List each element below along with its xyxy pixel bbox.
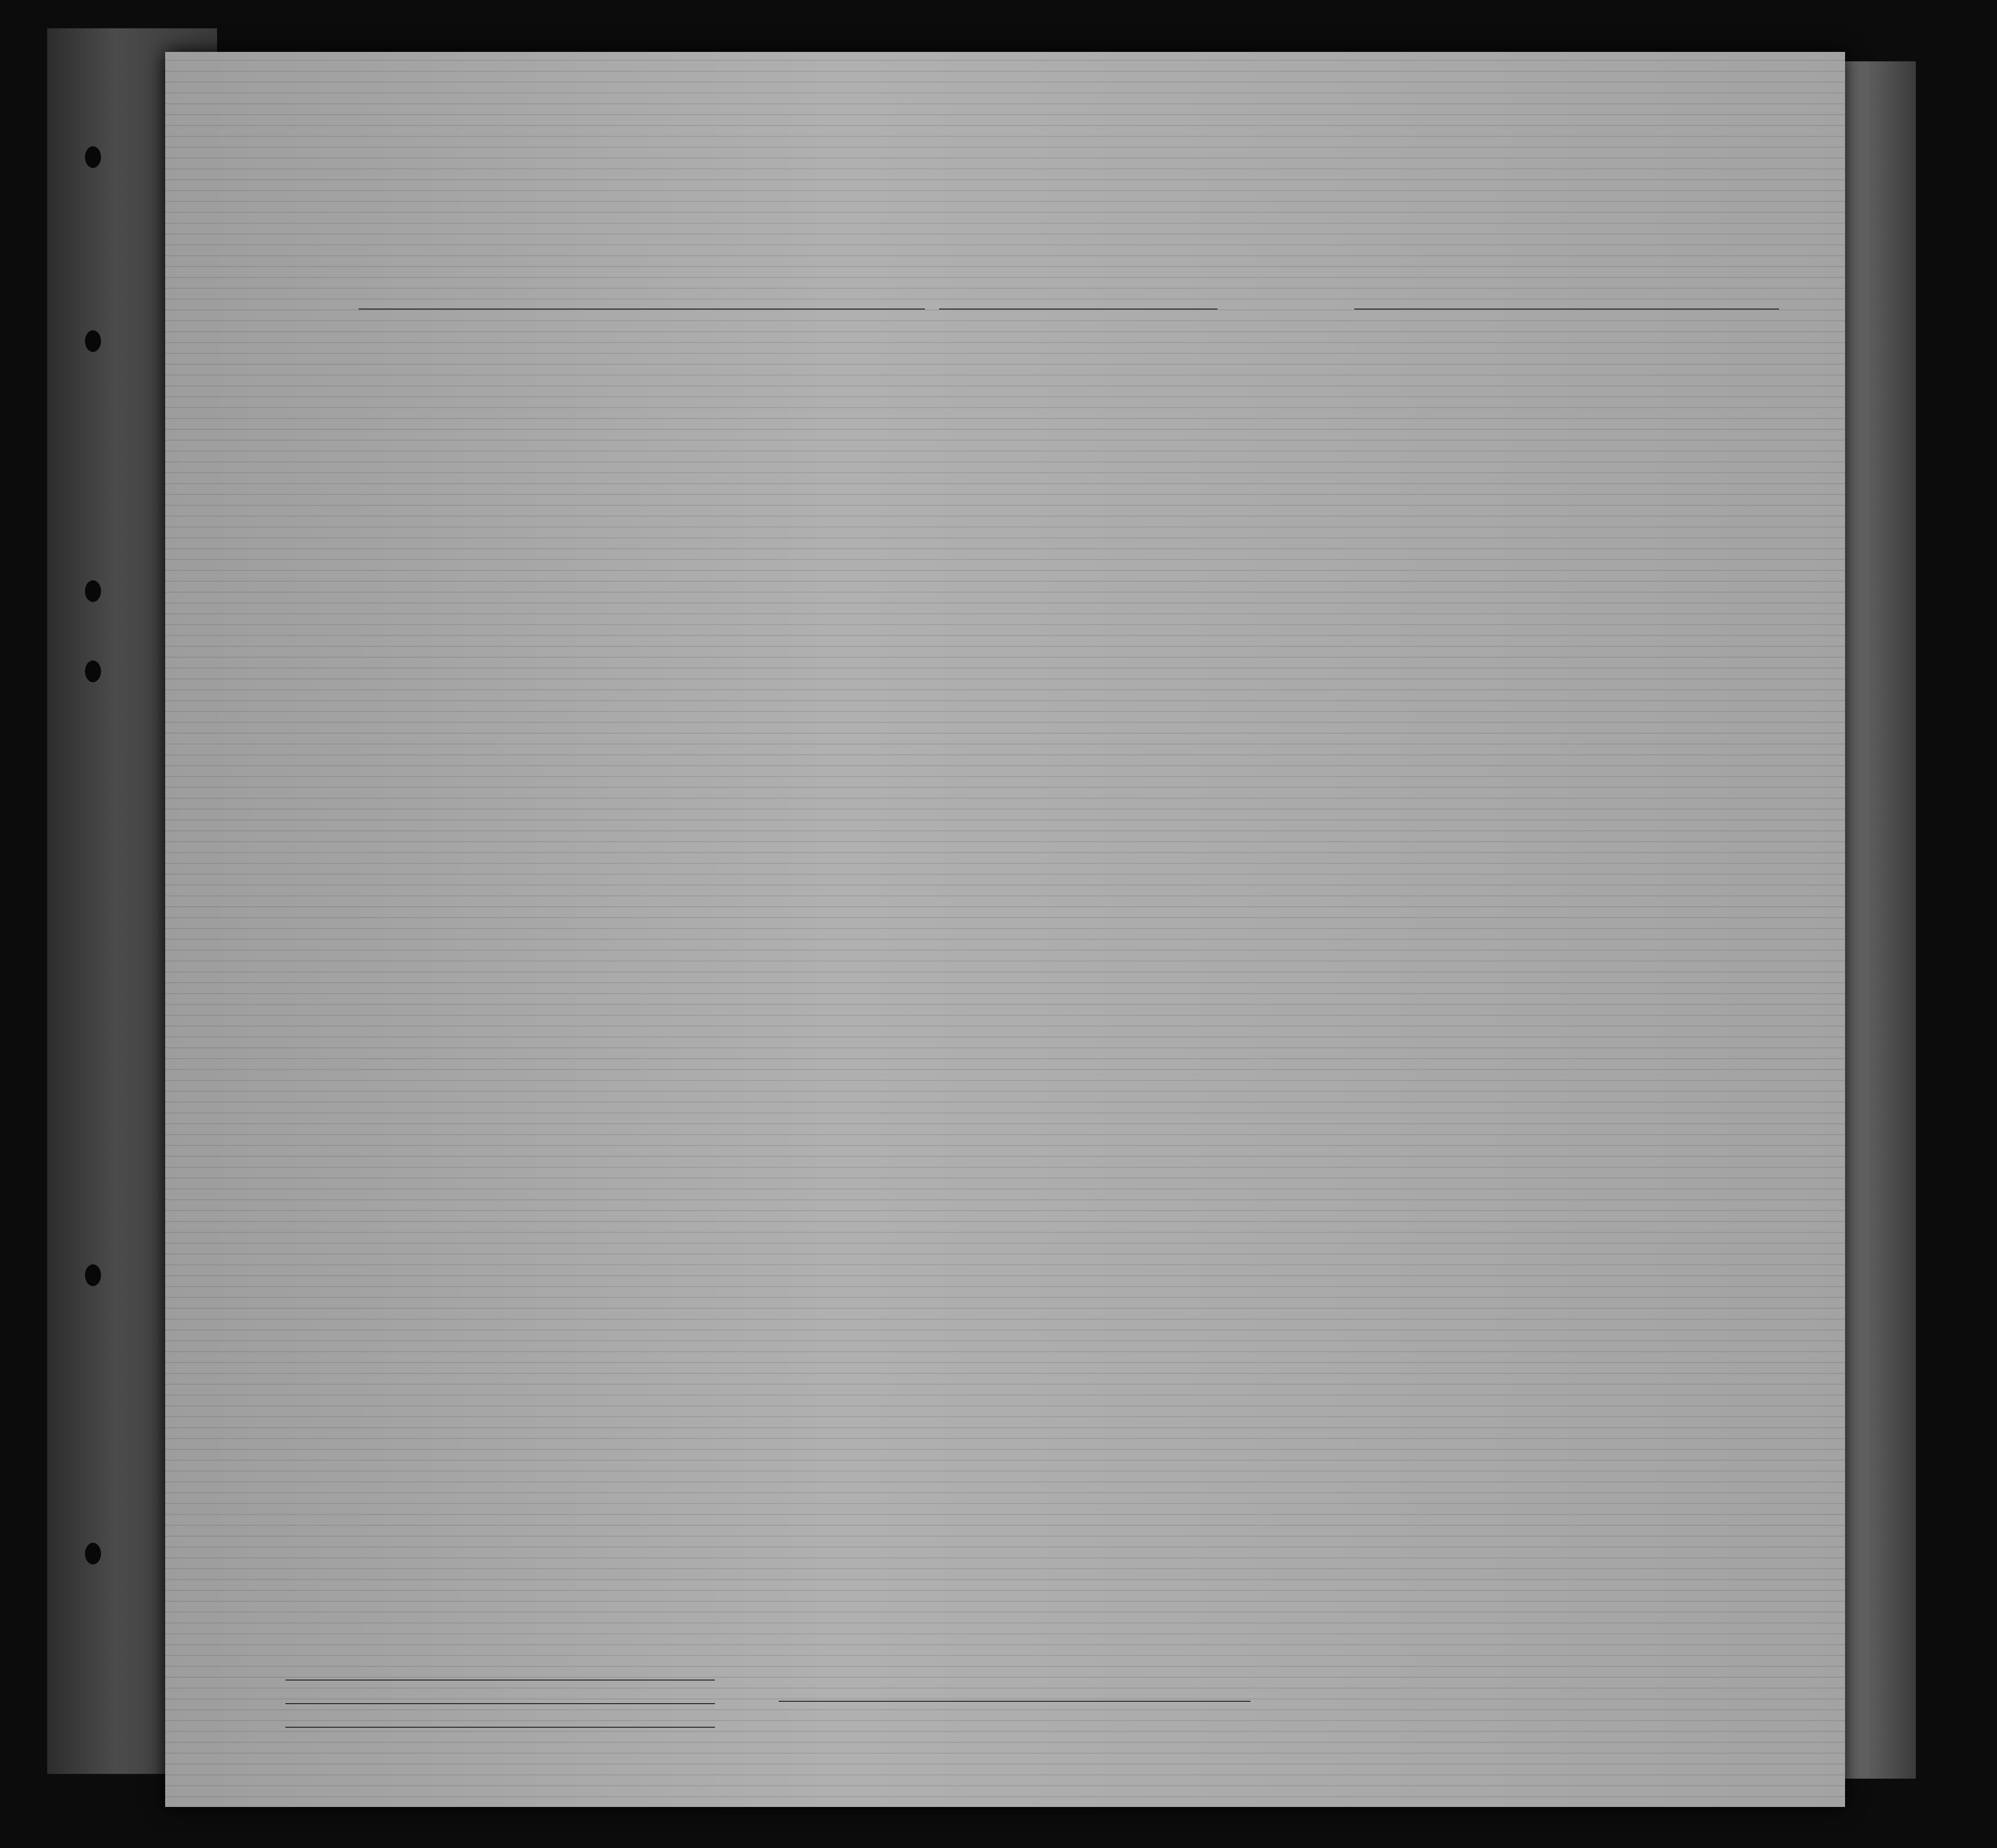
punch-hole	[85, 1264, 101, 1286]
agents-field	[285, 1727, 715, 1728]
punch-hole	[85, 330, 101, 352]
manifest-sheet	[165, 52, 1845, 1807]
table-grid	[165, 52, 1845, 1807]
inspector-line	[779, 1701, 1250, 1702]
punch-hole	[85, 580, 101, 602]
line-field	[285, 1680, 715, 1681]
punch-hole	[85, 146, 101, 168]
owners-field	[285, 1703, 715, 1704]
punch-hole	[85, 661, 101, 682]
punch-hole	[85, 1543, 101, 1564]
